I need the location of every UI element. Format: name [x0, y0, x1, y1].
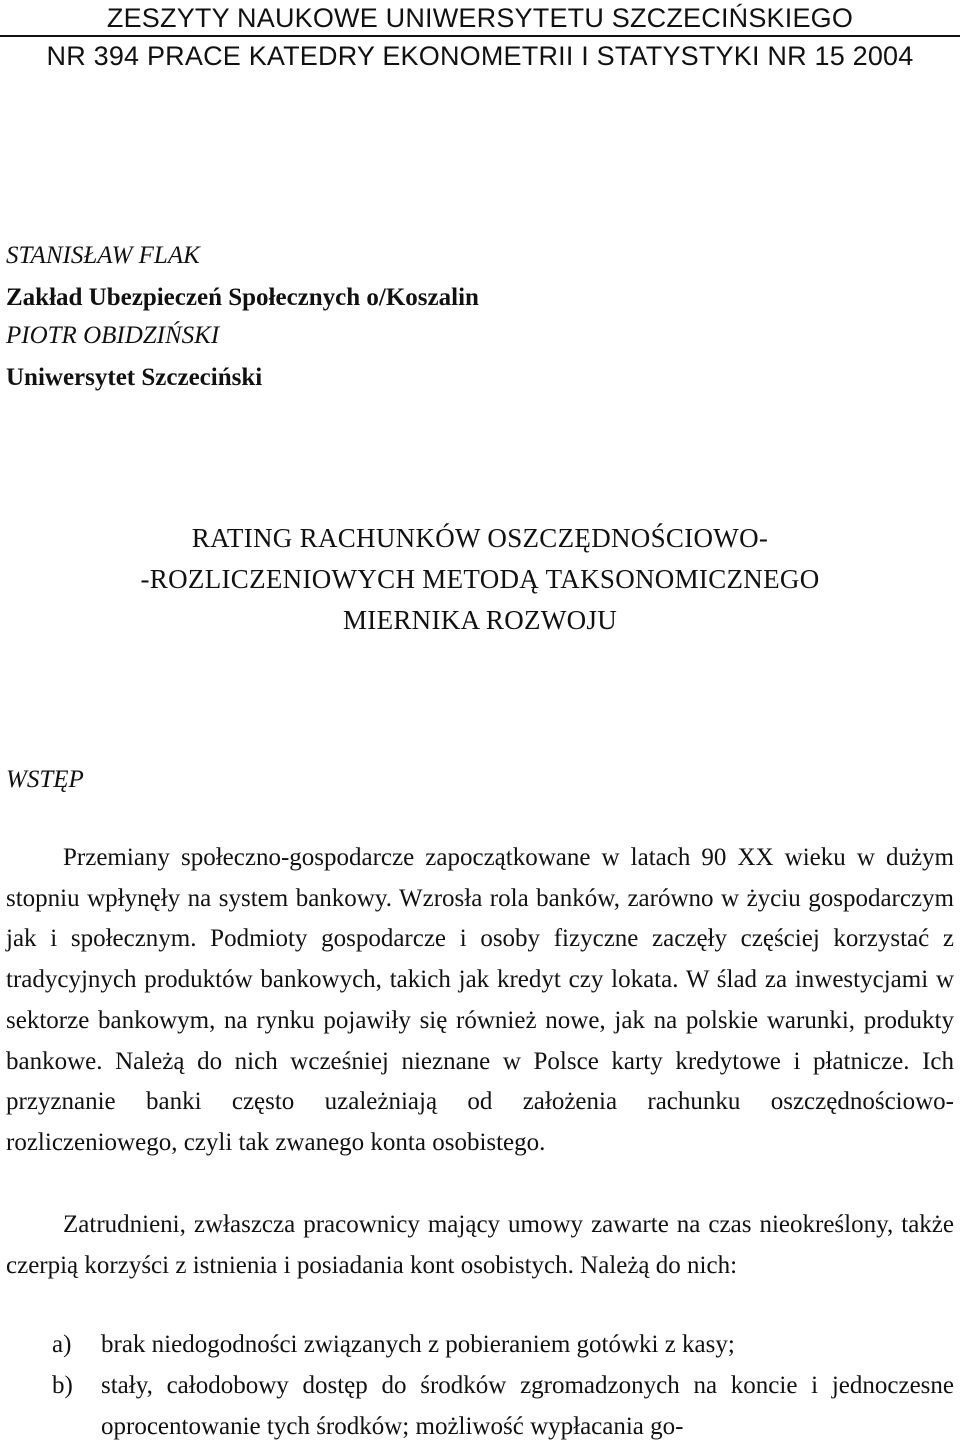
body-paragraph-2: [6, 1205, 954, 1286]
author-name-2: PIOTR OBIDZIŃSKI: [6, 322, 220, 349]
section-heading: WSTĘP: [6, 766, 84, 793]
header-rule: [0, 35, 960, 37]
body-paragraph-1: [6, 838, 954, 1164]
paragraph-text: Przemiany społeczno-gospodarcze zapoczątkowane w latach 90 XX wieku w dużym stopniu wpłynęły na system bankowy. Wzrosła rola banków, zarówno w życiu gospodarczym jak i społecznym. Podmioty gospodarcze i osoby fizyczne zaczęły częściej korzystać z tradycyjnych produktów bankowych, takich jak kredyt czy lokata. W ślad za inwestycjami w sektorze bankowym, na rynku pojawiły się również nowe, jak na polskie warunki, produkty bankowe. Należą do nich wcześniej nieznane w Polsce karty kredytowe i płatnicze. Ich przyznanie banki często uzależniają od założenia rachunku oszczędnościowo-rozliczeniowego, czyli tak zwanego konta osobistego.: [6, 844, 954, 1156]
list-item-text: stały, całodobowy dostęp do środków zgromadzonych na koncie i jednoczesne oprocentowanie tych środków; możliwość wypłacania go-: [101, 1372, 954, 1440]
author-affiliation-1: Zakład Ubezpieczeń Społecznych o/Koszalin: [6, 284, 479, 311]
list-marker: b): [52, 1372, 73, 1399]
journal-issue: NR 394 PRACE KATEDRY EKONOMETRII I STATYSTYKI NR 15 2004: [46, 41, 914, 71]
paragraph-text: Zatrudnieni, zwłaszcza pracownicy mający umowy zawarte na czas nieokreślony, także czerpią korzyści z istnienia i posiadania kont osobistych. Należą do nich:: [6, 1211, 954, 1279]
list-marker: a): [52, 1331, 72, 1358]
author-name-1: STANISŁAW FLAK: [6, 242, 200, 269]
list-item-text: brak niedogodności związanych z pobieraniem gotówki z kasy;: [101, 1331, 735, 1358]
paper-title-line-2: -ROZLICZENIOWYCH METODĄ TAKSONOMICZNEGO: [140, 564, 820, 594]
author-affiliation-2: Uniwersytet Szczeciński: [6, 364, 263, 391]
paper-title-line-3: MIERNIKA ROZWOJU: [342, 605, 618, 635]
journal-title: ZESZYTY NAUKOWE UNIWERSYTETU SZCZECIŃSKIEGO: [106, 3, 854, 33]
paper-title-line-1: RATING RACHUNKÓW OSZCZĘDNOŚCIOWO-: [191, 523, 769, 553]
